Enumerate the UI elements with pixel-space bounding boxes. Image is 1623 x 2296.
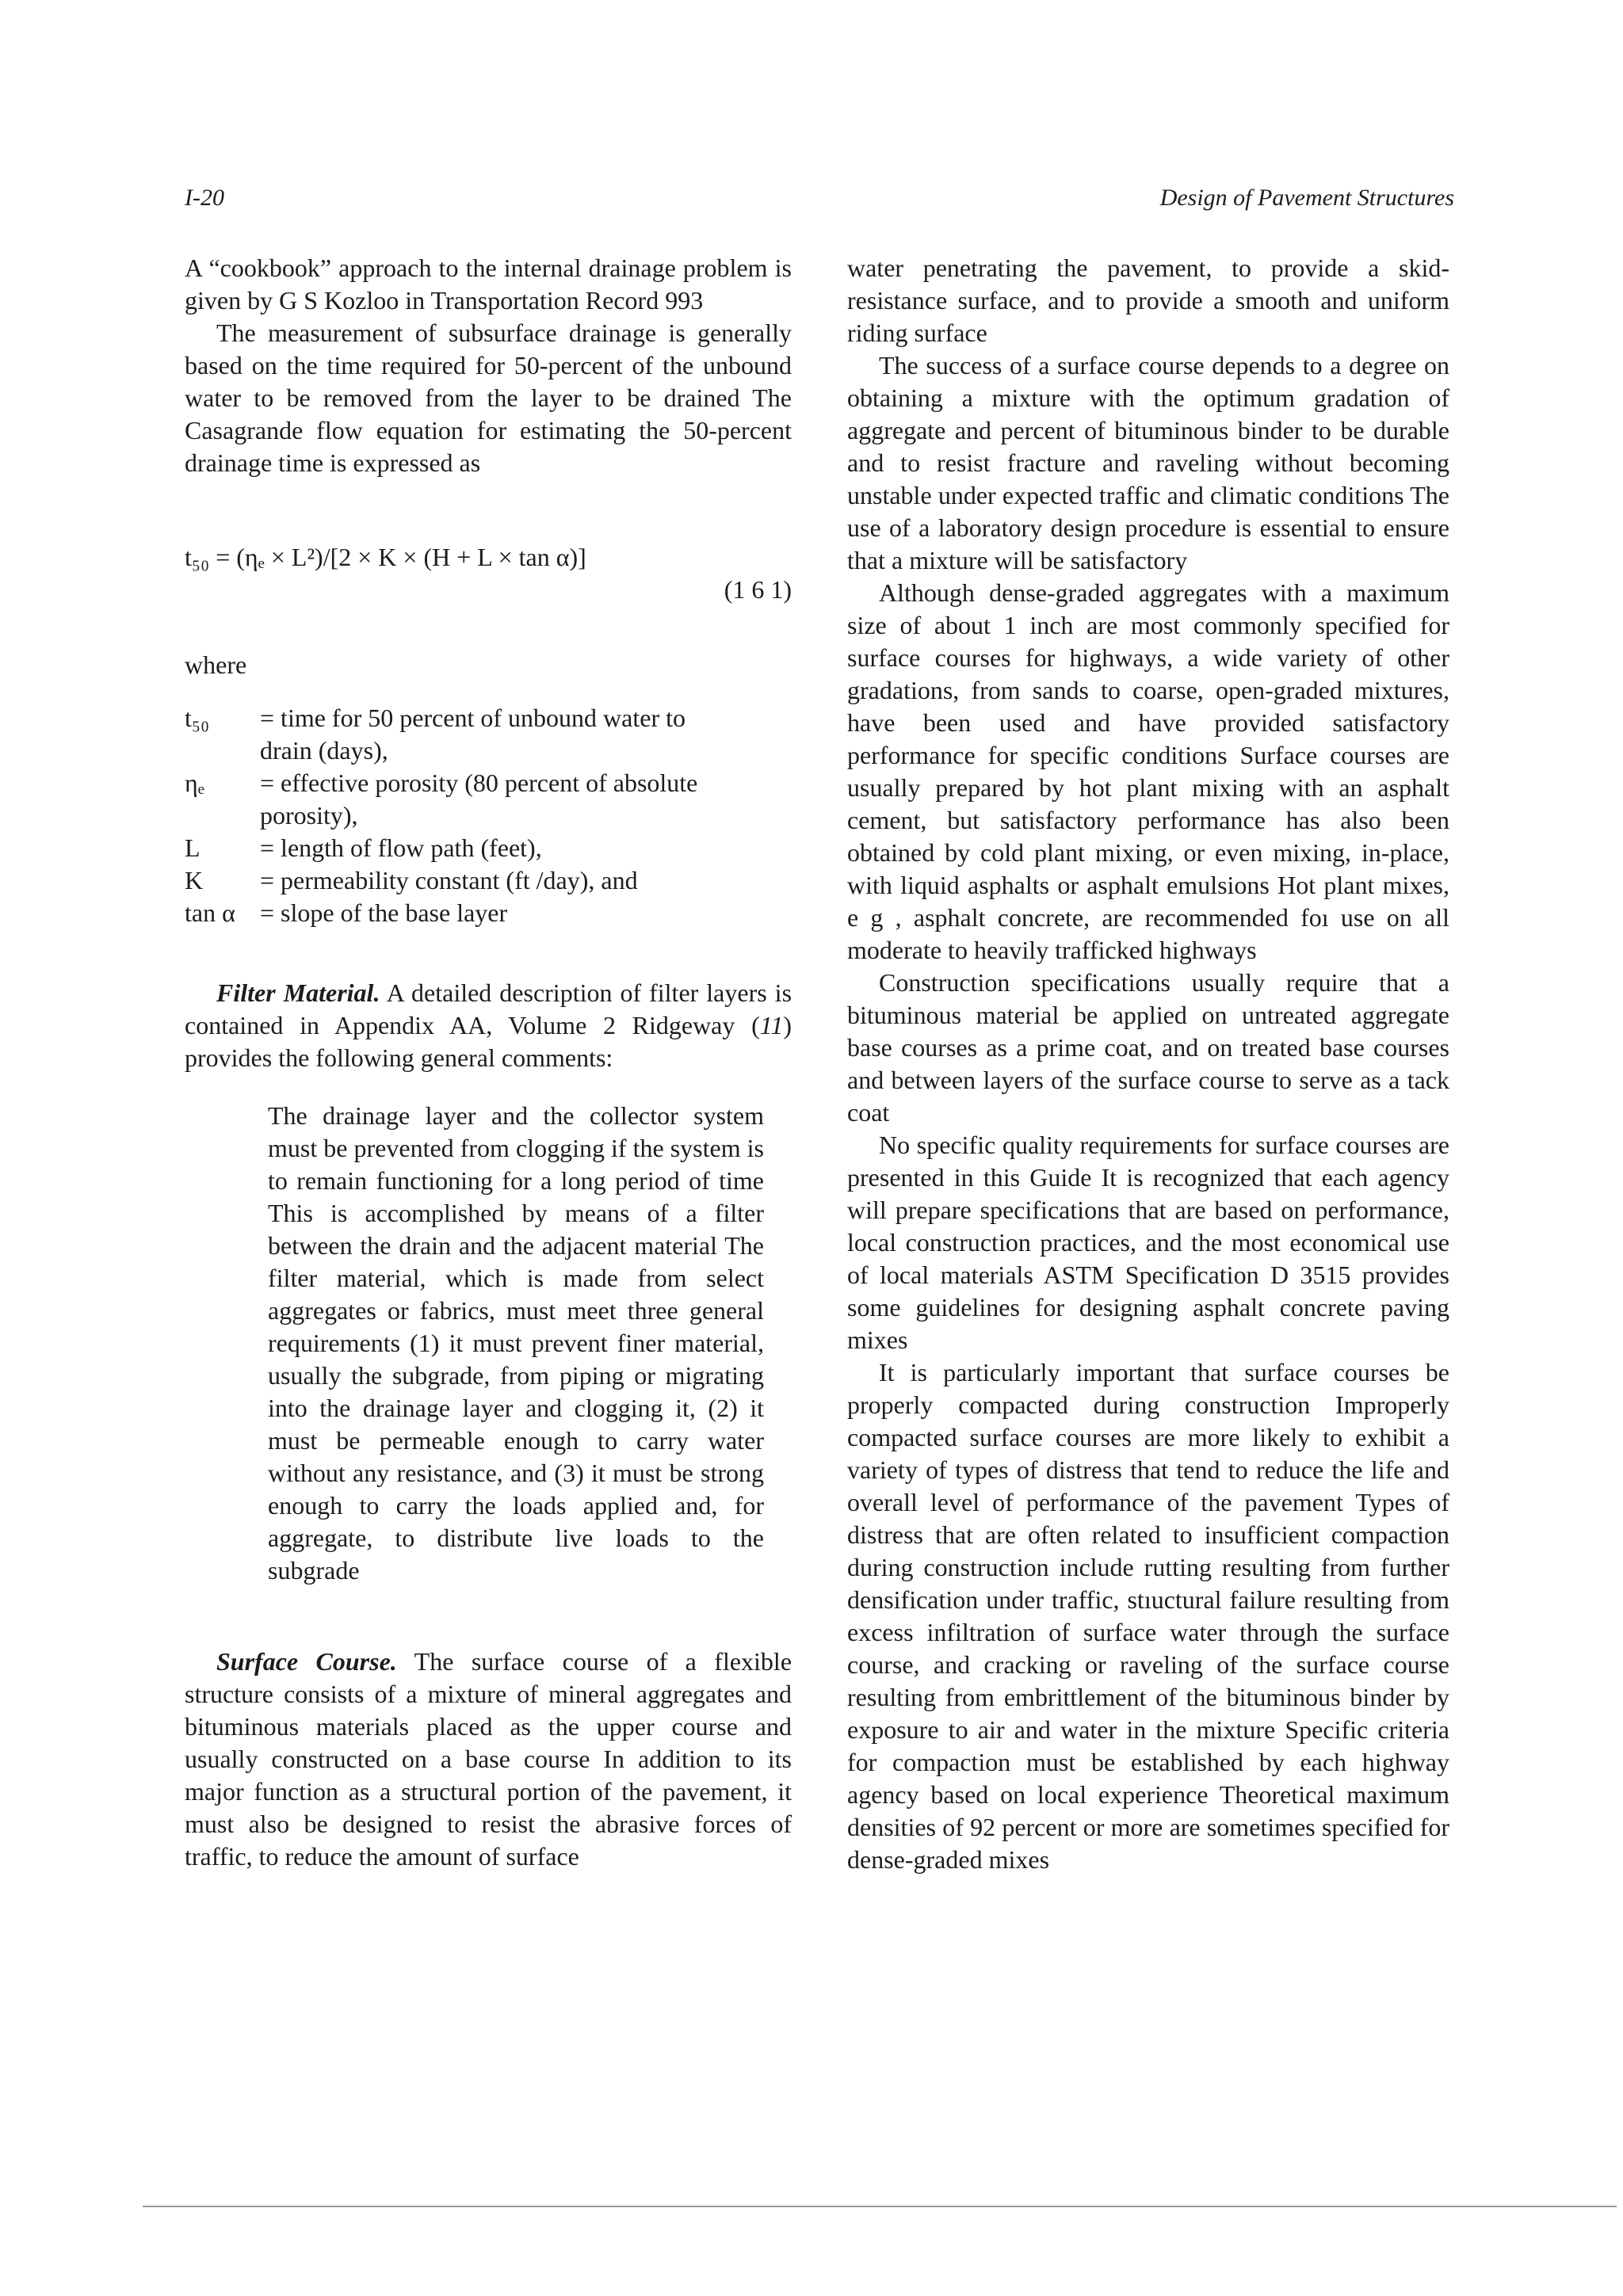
reference-number: 11 bbox=[759, 1011, 784, 1039]
success-paragraph: The success of a surface course depends to a degree on obtaining a mixture with the optimum gradation of aggregate and percent of bituminous binder to be durable and to resist fracture and raveling without becoming unstable under expected traffic and climatic conditions The use of a laboratory design procedure is essential to ensure that a mixture will be satisfactory bbox=[847, 351, 1449, 574]
variable-symbol: L bbox=[185, 833, 200, 862]
variable-row bbox=[185, 832, 727, 864]
running-title: Design of Pavement Structures bbox=[1159, 185, 1454, 211]
footer-rule bbox=[143, 2206, 1617, 2207]
variable-row bbox=[185, 864, 727, 897]
variable-description: = slope of the base layer bbox=[260, 898, 508, 927]
filter-material-paragraph bbox=[185, 977, 792, 1074]
intro-paragraph: A “cookbook” approach to the internal drainage problem is given by G S Kozloo in Transportation Record 993 bbox=[185, 254, 792, 315]
casagrande-equation: t₅₀ = (ηₑ × L²)/[2 × K × (H + L × tan α)] bbox=[185, 543, 586, 571]
variable-symbol: ηₑ bbox=[185, 769, 204, 797]
quality-requirements-paragraph: No specific quality requirements for surface courses are presented in this Guide It is recognized that each agency will prepare specifications that are based on performance, local construction practices, and the most economical use of local materials ASTM Specification D 3515 provides some guidelines for designing asphalt concrete paving mixes bbox=[847, 1131, 1449, 1354]
variable-row bbox=[185, 767, 727, 832]
variable-description: = time for 50 percent of unbound water to drain (days), bbox=[260, 704, 685, 765]
where-label: where bbox=[185, 650, 247, 679]
filter-quote: The drainage layer and the collector system must be prevented from clogging if the system is to remain functioning for a long period of time This is accomplished by means of a filter between the drain and the adjacent material The filter material, which is made from select aggregates or fabrics, must meet three general requirements (1) it must prevent finer material, usually the subgrade, from piping or migrating into the drainage layer and clogging it, (2) it must be permeable enough to carry water without any resistance, and (3) it must be strong enough to carry the loads applied and, for aggregate, to distribute live loads to the subgrade bbox=[268, 1101, 764, 1585]
drainage-paragraph: The measurement of subsurface drainage is generally based on the time required for 50-percent of the unbound water to be removed from the layer to be drained The Casagrande flow equation for estimating the 50-percent drainage time is expressed as bbox=[185, 318, 792, 477]
continued-paragraph: water penetrating the pavement, to provide a skid-resistance surface, and to provide a smooth and uniform riding surface bbox=[847, 254, 1449, 347]
filter-material-heading: Filter Material. bbox=[216, 978, 380, 1007]
surface-course-heading: Surface Course. bbox=[216, 1647, 397, 1676]
compaction-paragraph: It is particularly important that surface courses be properly compacted during construction Improperly compacted surface courses are more likely to exhibit a variety of types of distress that tend to reduce the life and overall level of performance of the pavement Types of distress that are often related to insufficient compaction during construction include rutting resulting from further densification under traffic, stıuctural failure resulting from excess infiltration of surface water through the surface course, and cracking or raveling of the surface course resulting from embrittlement of the bituminous binder by exposure to air and water in the mixture Specific criteria for compaction must be established by each highway agency based on local experience Theoretical maximum densities of 92 percent or more are sometimes specified for dense-graded mixes bbox=[847, 1358, 1449, 1874]
left-column bbox=[185, 252, 792, 1873]
dense-graded-paragraph: Although dense-graded aggregates with a maximum size of about 1 inch are most commonly specified for surface courses for highways, a wide variety of other gradations, from sands to coarse, open-graded mixtures, have been used and have provided satisfactory performance for specific conditions Surface courses are usually prepared by hot plant mixing with an asphalt cement, but satisfactory performance has also been obtained by cold plant mixing, or even mixing, in-place, with liquid asphalts or asphalt emulsions Hot plant mixes, e g , asphalt concrete, are recommended foı use on all moderate to heavily trafficked highways bbox=[847, 578, 1449, 964]
variable-symbol: tan α bbox=[185, 898, 235, 927]
variable-symbol: K bbox=[185, 866, 204, 894]
variable-row bbox=[185, 702, 727, 767]
right-column bbox=[847, 252, 1449, 1876]
variable-description: = effective porosity (80 percent of absolute porosity), bbox=[260, 769, 698, 830]
surface-course-text: The surface course of a flexible structure consists of a mixture of mineral aggregates and bituminous materials placed as the upper course and usually constructed on a base course In addition to its major function as a structural portion of the pavement, it must also be designed to resist the abrasive forces of traffic, to reduce the amount of surface bbox=[185, 1647, 792, 1871]
surface-course-paragraph bbox=[185, 1646, 792, 1873]
variable-description: = permeability constant (ft /day), and bbox=[260, 866, 638, 894]
filter-text-end: ) provides the following general comments: bbox=[185, 1011, 792, 1072]
construction-spec-paragraph: Construction specifications usually require that a bituminous material be applied on untreated aggregate base courses as a prime coat, and on treated base courses and between layers of the surface course to serve as a tack coat bbox=[847, 968, 1449, 1127]
variable-row bbox=[185, 897, 727, 929]
equation-number: (1 6 1) bbox=[724, 575, 792, 604]
variable-symbol: t₅₀ bbox=[185, 704, 210, 732]
variable-definitions bbox=[185, 702, 727, 929]
variable-description: = length of flow path (feet), bbox=[260, 833, 542, 862]
filter-text: A detailed description of filter layers is contained in Appendix AA, Volume 2 Ridgeway ( bbox=[185, 978, 792, 1039]
page-number: I-20 bbox=[185, 185, 224, 211]
